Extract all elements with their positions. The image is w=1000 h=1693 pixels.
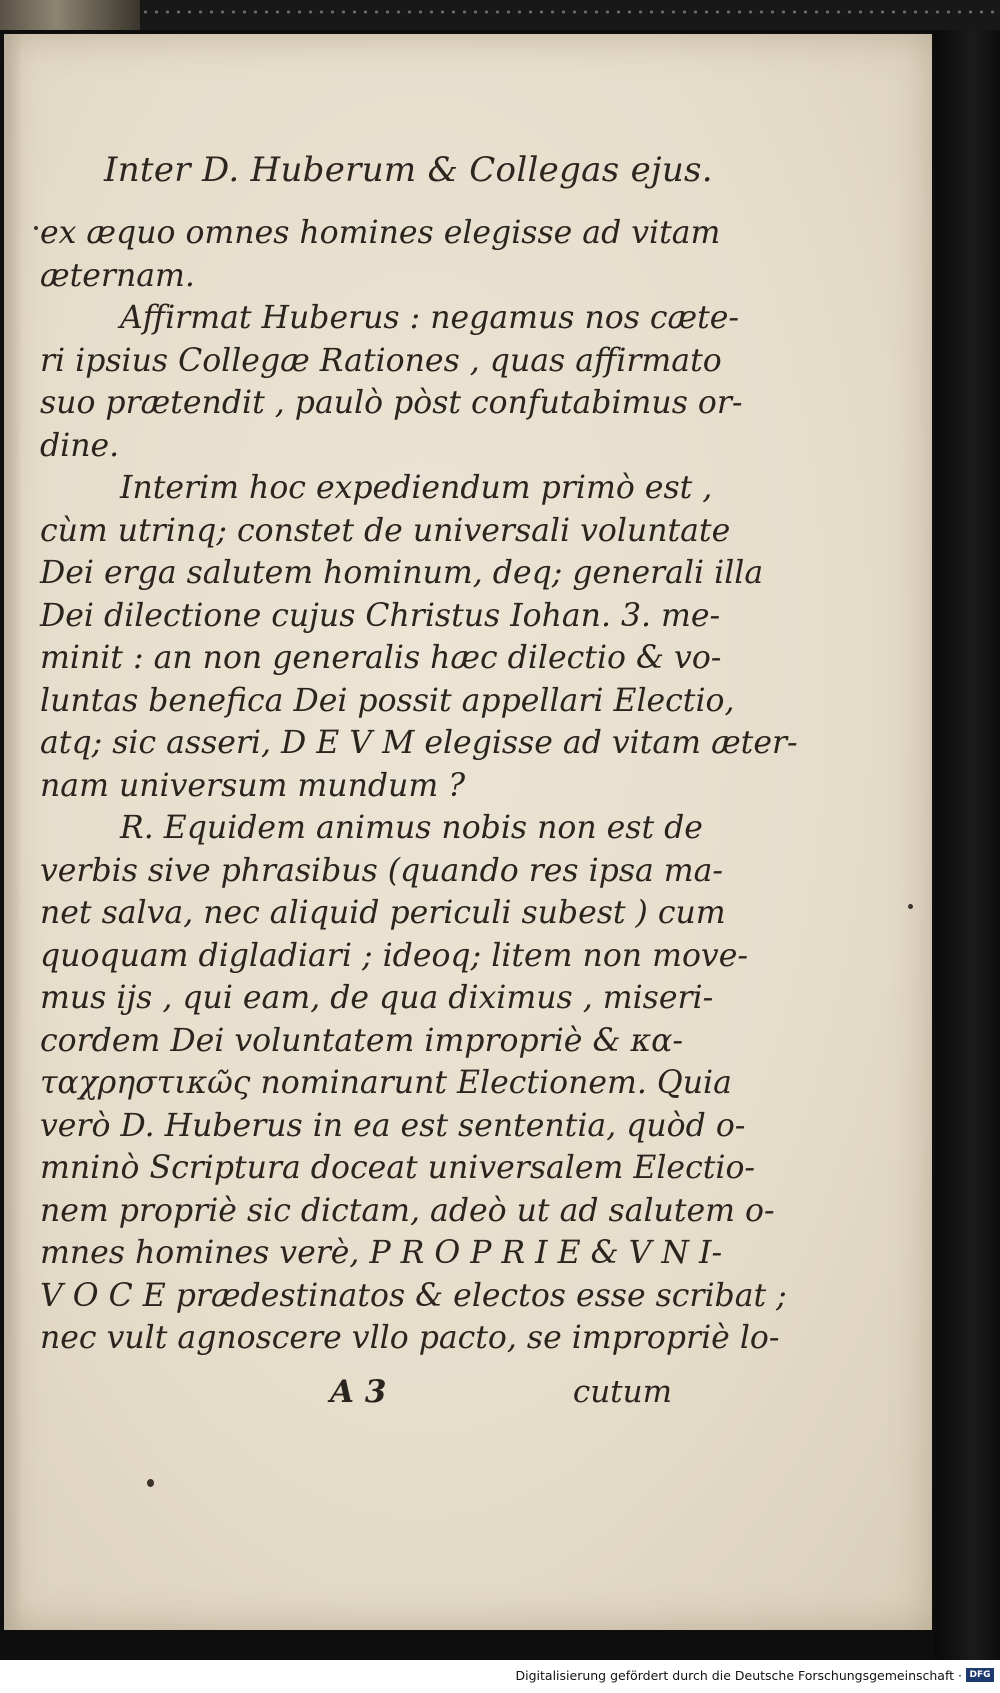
text-line: Interim hoc expediendum primò est , [120, 470, 713, 506]
text-line: V O C E prædestinatos & electos esse scribat ; [40, 1277, 787, 1314]
text-line: luntas benefica Dei possit appellari Electio, [40, 682, 735, 719]
text-line: R. Equidem animus nobis non est de [120, 810, 703, 846]
text-line: minit : an non generalis hæc dilectio & vo- [40, 640, 722, 676]
text-line: suo prætendit , paulò pòst confutabimus or- [40, 385, 743, 421]
book-corner-edge [0, 0, 140, 30]
scanner-top-strip [0, 0, 1000, 30]
text-line: cùm utrinq; constet de universali voluntate [40, 512, 731, 549]
text-line: dine. [40, 427, 120, 464]
paper-speck [34, 226, 38, 230]
dfg-logo: DFG [966, 1668, 994, 1682]
text-line: nec vult agnoscere vllo pacto, se impropriè lo- [40, 1320, 780, 1356]
text-line: verbis sive phrasibus (quando res ipsa ma- [40, 852, 724, 889]
running-head: Inter D. Huberum & Collegas ejus. [104, 150, 713, 190]
text-line: atq; sic asseri, D E V M elegisse ad vitam æter- [40, 725, 798, 761]
text-line: quoquam digladiari ; ideoq; litem non move- [40, 937, 749, 974]
body-text [40, 212, 798, 1360]
book-cover-edge [935, 30, 1000, 1660]
page-gutter-shadow [4, 34, 22, 1630]
text-line: nem propriè sic dictam, adeò ut ad salutem o- [40, 1192, 775, 1229]
book-page [4, 34, 932, 1630]
digitization-credit-bar [0, 1660, 1000, 1693]
paper-speck [908, 904, 913, 909]
text-line: ex æquo omnes homines elegisse ad vitam [40, 215, 721, 251]
text-line: ταχρηστικῶς nominarunt Electionem. Quia [40, 1065, 732, 1101]
text-line: Dei dilectione cujus Christus Iohan. 3. me- [40, 597, 721, 634]
scanner-dot-border [140, 9, 1000, 15]
page-footer [40, 1374, 680, 1414]
digitization-credit: Digitalisierung gefördert durch die Deutsche Forschungsgemeinschaft · [515, 1668, 962, 1683]
text-line: ri ipsius Collegæ Rationes , quas affirmato [40, 342, 722, 379]
text-line: net salva, nec aliquid periculi subest ) cum [40, 895, 726, 931]
text-line: cordem Dei voluntatem impropriè & κα- [40, 1022, 684, 1059]
catchword: cutum [572, 1374, 672, 1410]
text-line: Affirmat Huberus : negamus nos cæte- [120, 300, 740, 336]
text-line: mninò Scriptura doceat universalem Electio- [40, 1150, 756, 1186]
signature-mark: A 3 [330, 1374, 387, 1410]
text-line: mnes homines verè, P R O P R I E & V N I- [40, 1235, 723, 1271]
paper-speck [147, 1479, 154, 1487]
text-line: verò D. Huberus in ea est sententia, quòd o- [40, 1107, 746, 1144]
text-line: æternam. [40, 257, 195, 294]
text-line: nam universum mundum ? [40, 767, 466, 804]
text-line: Dei erga salutem hominum, deq; generali illa [40, 555, 764, 591]
text-line: mus ijs , qui eam, de qua diximus , miseri- [40, 980, 714, 1016]
